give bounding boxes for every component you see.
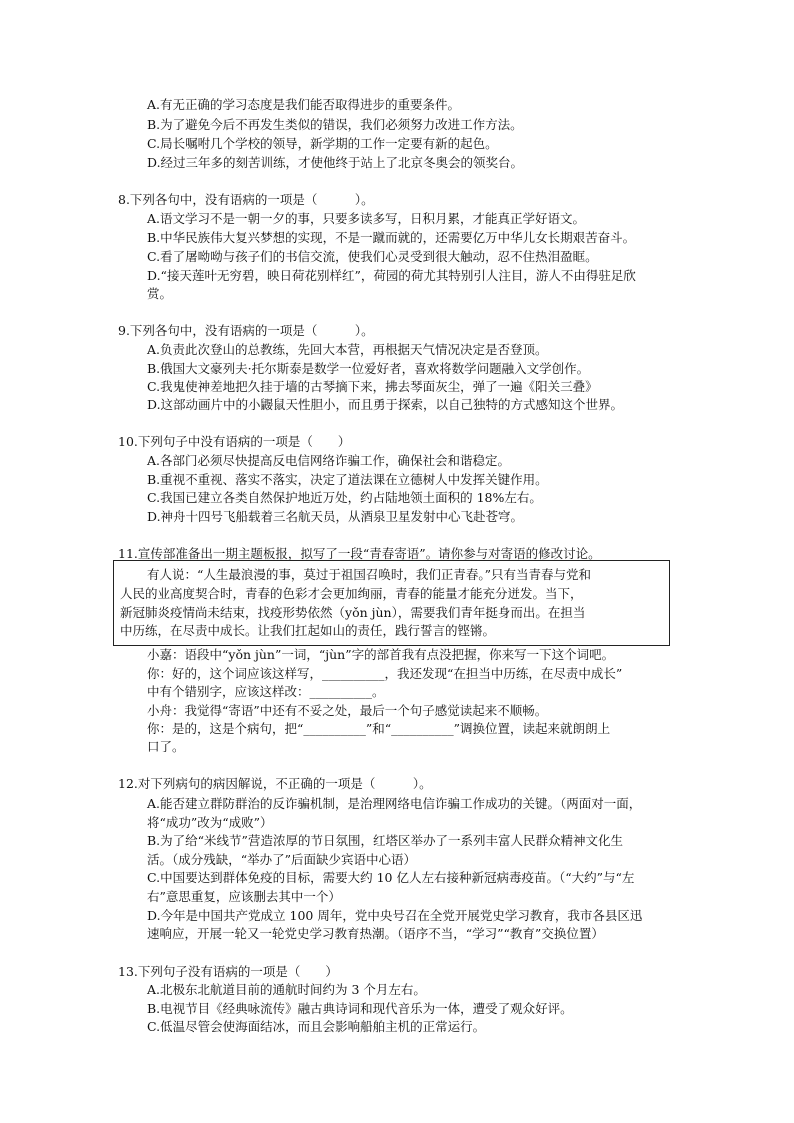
q12-option-b-cont: 活。（成分残缺，“举办了”后面缺少宾语中心语） (147, 852, 417, 867)
q13-option-c[interactable]: C.低温尽管会使海面结冰，而且会影响船舶主机的正常运行。 (147, 1019, 486, 1034)
q9-option-a[interactable]: A.负责此次登山的总教练，先回大本营，再根据天气情况决定是否登顶。 (147, 342, 548, 357)
q12-option-b[interactable]: B.为了给“米线节”营造浓厚的节日氛围，红塔区举办了一系列丰富人民群众精神文化生 (147, 833, 623, 848)
q12-option-d[interactable]: D.今年是中国共产党成立 100 周年，党中央号召在全党开展党史学习教育，我市各县区迅 (147, 908, 643, 923)
q9-option-c[interactable]: C.我鬼使神差地把久挂于墙的古琴摘下来，拂去琴面灰尘，弹了一遍《阳关三叠》 (147, 379, 598, 394)
q11-passage-line: 中历练，在尽责中成长。让我们扛起如山的责任，践行誓言的铿锵。 (120, 623, 496, 638)
q7-option-d[interactable]: D.经过三年多的刻苦训练，才使他终于站上了北京冬奥会的领奖台。 (147, 155, 524, 170)
q11-passage-line: 新冠肺炎疫情尚未结束，找疫形势依然（yǒn jùn），需要我们青年挺身而出。在担当 (120, 605, 586, 620)
q11-dialog-line: 你：好的，这个词应该这样写，__________，我还发现“在担当中历练，在尽责中成长” (147, 666, 623, 681)
q9-stem: 9.下列各句中，没有语病的一项是（ ）。 (118, 323, 374, 338)
q10-option-a[interactable]: A.各部门必须尽快提高反电信网络诈骗工作，确保社会和谐稳定。 (147, 453, 511, 468)
q12-stem: 12.对下列病句的病因解说，不正确的一项是（ ）。 (118, 776, 432, 791)
q11-dialog-line: 口了。 (147, 739, 185, 754)
q7-option-b[interactable]: B.为了避免今后不再发生类似的错误，我们必须努力改进工作方法。 (147, 117, 523, 132)
q7-option-c[interactable]: C.局长嘱咐几个学校的领导，新学期的工作一定要有新的起色。 (147, 136, 498, 151)
q12-option-a[interactable]: A.能否建立群防群治的反诈骗机制，是治理网络电信诈骗工作成功的关键。（两面对一面， (147, 796, 642, 811)
q13-option-b[interactable]: B.电视节目《经典咏流传》融古典诗词和现代音乐为一体，遭受了观众好评。 (147, 1001, 573, 1016)
q8-option-d-cont: 赏。 (147, 286, 173, 301)
q8-option-a[interactable]: A.语文学习不是一朝一夕的事，只要多读多写，日积月累，才能真正学好语文。 (147, 211, 586, 226)
q8-stem: 8.下列各句中，没有语病的一项是（ ）。 (118, 192, 374, 207)
q11-dialog-line: 中有个错别字，应该这样改：__________。 (147, 684, 385, 699)
q11-passage-line: 人民的业高度契合时，青春的色彩才会更加绚丽，青春的能量才能充分迸发。当下， (120, 586, 583, 601)
q10-option-c[interactable]: C.我国已建立各类自然保护地近万处，约占陆地领土面积的 18%左右。 (147, 490, 542, 505)
q12-option-d-cont: 速响应，开展一轮又一轮党史学习教育热潮。（语序不当，“学习”“教育”交换位置） (147, 926, 604, 941)
q13-option-a[interactable]: A.北极东北航道目前的通航时间约为 3 个月左右。 (147, 982, 426, 997)
q8-option-b[interactable]: B.中华民族伟大复兴梦想的实现，不是一蹴而就的，还需要亿万中华儿女长期艰苦奋斗。 (147, 230, 636, 245)
q12-option-c-cont: 右”意思重复，应该删去其中一个） (147, 889, 341, 904)
q11-stem: 11.宣传部准备出一期主题板报，拟写了一段“青春寄语”。请你参与对寄语的修改讨论。 (118, 546, 601, 561)
q11-dialog-line: 你：是的，这是个病句，把“__________”和“__________”调换位置，读起来就朗朗上 (147, 721, 611, 736)
q11-dialog-line: 小嘉：语段中“yǒn jùn”一词，“jùn”字的部首我有点没把握，你来写一下这个词吧。 (147, 647, 615, 662)
q8-option-c[interactable]: C.看了屠呦呦与孩子们的书信交流，使我们心灵受到很大触动，忍不住热泪盈眶。 (147, 249, 598, 264)
q10-option-d[interactable]: D.神舟十四号飞船载着三名航天员，从酒泉卫星发射中心飞赴苍穹。 (147, 509, 524, 524)
q8-option-d[interactable]: D.“接天莲叶无穷碧，映日荷花别样红”，荷园的荷尤其特别引人注目，游人不由得驻足欣 (147, 268, 636, 283)
q10-stem: 10.下列句子中没有语病的一项是（ ） (118, 434, 351, 449)
q11-passage-line: 有人说：“人生最浪漫的事，莫过于祖国召唤时，我们正青春。”只有当青春与党和 (147, 567, 592, 582)
q13-stem: 13.下列句子没有语病的一项是（ ） (118, 964, 338, 979)
q12-option-c[interactable]: C.中国要达到群体免疫的目标，需要大约 10 亿人左右接种新冠病毒疫苗。（“大约”与“左 (147, 870, 635, 885)
q9-option-d[interactable]: D.这部动画片中的小鼹鼠天性胆小，而且勇于探索，以自己独特的方式感知这个世界。 (147, 397, 624, 412)
q12-option-a-cont: 将“成功”改为“成败”） (147, 815, 273, 830)
q9-option-b[interactable]: B.俄国大文豪列夫·托尔斯泰是数学一位爱好者，喜欢将数学问题融入文学创作。 (147, 361, 590, 376)
q11-dialog-line: 小舟：我觉得“寄语”中还有不妥之处，最后一个句子感觉读起来不顺畅。 (147, 703, 548, 718)
q10-option-b[interactable]: B.重视不重视、落实不落实，决定了道法课在立德树人中发挥关键作用。 (147, 472, 548, 487)
q7-option-a[interactable]: A.有无正确的学习态度是我们能否取得进步的重要条件。 (147, 97, 461, 112)
